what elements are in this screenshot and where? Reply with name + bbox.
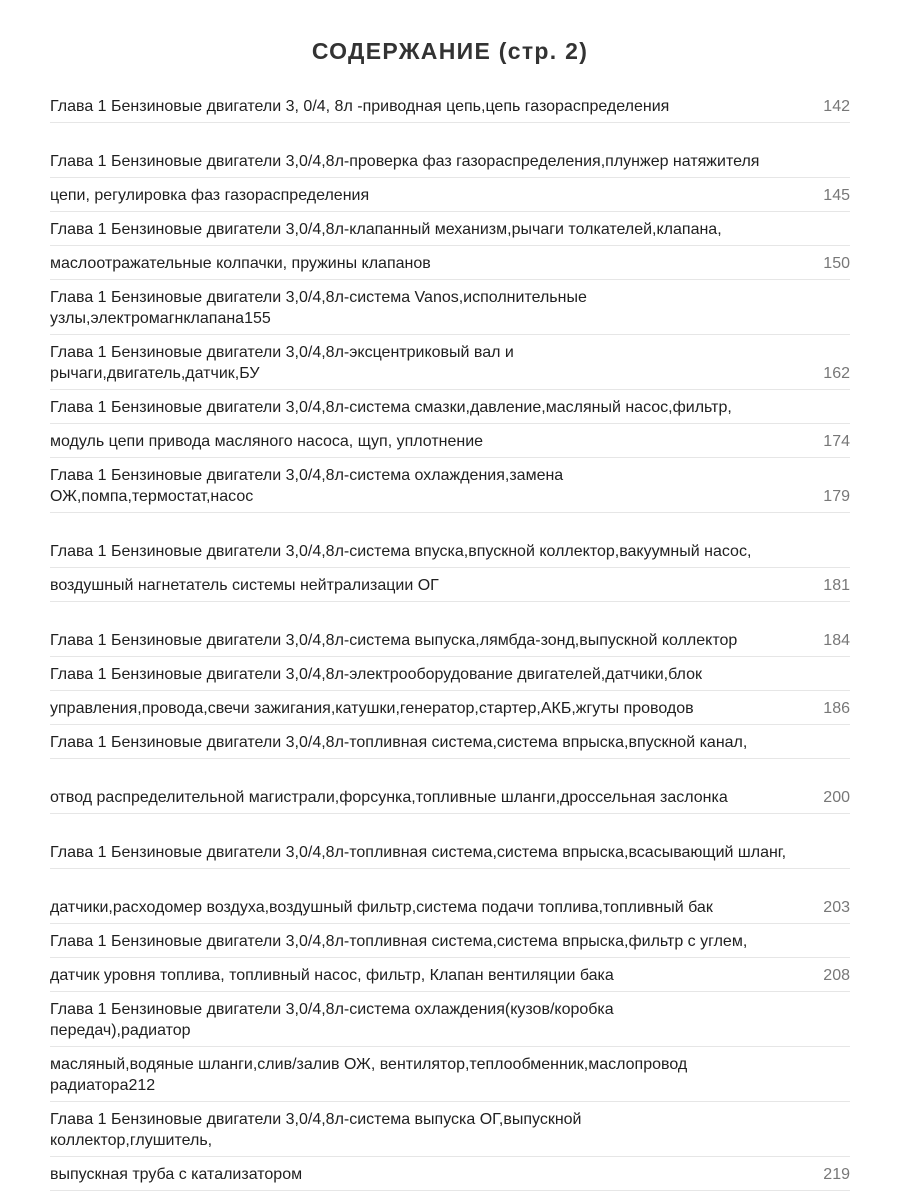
toc-list [50, 89, 850, 1191]
toc-entry-page: 186 [823, 700, 850, 717]
toc-entry-page: 150 [823, 255, 850, 272]
toc-entry-text: масляный,водяные шланги,слив/залив ОЖ, вентилятор,теплообменник,маслопровод радиатора212 [50, 1056, 688, 1094]
toc-entry[interactable] [50, 1047, 850, 1102]
toc-entry-text: Глава 1 Бензиновые двигатели 3,0/4,8л-система впуска,впускной коллектор,вакуумный насос, [50, 543, 752, 560]
toc-entry-page: 179 [823, 488, 850, 505]
toc-entry[interactable] [50, 725, 850, 759]
toc-entry-page: 181 [823, 577, 850, 594]
toc-entry-text: воздушный нагнетатель системы нейтрализации ОГ [50, 577, 439, 594]
toc-entry[interactable] [50, 814, 850, 869]
toc-entry-text: Глава 1 Бензиновые двигатели 3,0/4,8л-система выпуска ОГ,выпускной коллектор,глушитель, [50, 1111, 582, 1149]
toc-entry-page: 142 [823, 98, 850, 115]
toc-entry-text: Глава 1 Бензиновые двигатели 3,0/4,8л-топливная система,система впрыска,фильтр с углем, [50, 933, 748, 950]
toc-entry-text: Глава 1 Бензиновые двигатели 3,0/4,8л-система смазки,давление,масляный насос,фильтр, [50, 399, 732, 416]
toc-entry-page: 203 [823, 899, 850, 916]
toc-entry[interactable] [50, 568, 850, 602]
toc-entry-text: Глава 1 Бензиновые двигатели 3,0/4,8л-система Vanos,исполнительные узлы,электромагнклапана155 [50, 289, 587, 327]
toc-entry[interactable] [50, 212, 850, 246]
toc-entry[interactable] [50, 869, 850, 924]
toc-entry[interactable] [50, 958, 850, 992]
toc-entry[interactable] [50, 123, 850, 178]
toc-entry[interactable] [50, 657, 850, 691]
toc-entry-page: 184 [823, 632, 850, 649]
toc-entry[interactable] [50, 458, 850, 513]
toc-entry[interactable] [50, 178, 850, 212]
toc-entry[interactable] [50, 924, 850, 958]
toc-entry-page: 162 [823, 365, 850, 382]
toc-entry-text: Глава 1 Бензиновые двигатели 3,0/4,8л-электрооборудование двигателей,датчики,блок [50, 666, 702, 683]
toc-entry[interactable] [50, 1102, 850, 1157]
toc-entry-text: Глава 1 Бензиновые двигатели 3,0/4,8л-система охлаждения,замена ОЖ,помпа,термостат,насос [50, 467, 564, 505]
toc-entry-text: управления,провода,свечи зажигания,катушки,генератор,стартер,АКБ,жгуты проводов [50, 700, 694, 717]
toc-entry-page: 208 [823, 967, 850, 984]
toc-entry-text: Глава 1 Бензиновые двигатели 3,0/4,8л-система охлаждения(кузов/коробка передач),радиатор [50, 1001, 614, 1039]
toc-entry-text: отвод распределительной магистрали,форсунка,топливные шланги,дроссельная заслонка [50, 789, 728, 806]
toc-entry[interactable] [50, 992, 850, 1047]
toc-entry[interactable] [50, 424, 850, 458]
toc-entry[interactable] [50, 390, 850, 424]
toc-entry-text: датчики,расходомер воздуха,воздушный фильтр,система подачи топлива,топливный бак [50, 899, 713, 916]
toc-entry-text: Глава 1 Бензиновые двигатели 3,0/4,8л-клапанный механизм,рычаги толкателей,клапана, [50, 221, 722, 238]
toc-entry-text: цепи, регулировка фаз газораспределения [50, 187, 370, 204]
toc-entry[interactable] [50, 759, 850, 814]
toc-entry-text: Глава 1 Бензиновые двигатели 3,0/4,8л-система выпуска,лямбда-зонд,выпускной коллектор [50, 632, 738, 649]
toc-entry[interactable] [50, 246, 850, 280]
toc-entry-text: Глава 1 Бензиновые двигатели 3,0/4,8л-эксцентриковый вал и рычаги,двигатель,датчик,БУ [50, 344, 514, 382]
page-title: СОДЕРЖАНИЕ (стр. 2) [311, 38, 589, 64]
toc-entry-text: маслоотражательные колпачки, пружины клапанов [50, 255, 431, 272]
toc-entry-text: Глава 1 Бензиновые двигатели 3, 0/4, 8л -приводная цепь,цепь газораспределения [50, 98, 670, 115]
toc-entry-text: модуль цепи привода масляного насоса, щуп, уплотнение [50, 433, 484, 450]
toc-entry[interactable] [50, 1157, 850, 1191]
toc-entry[interactable] [50, 691, 850, 725]
toc-entry-text: Глава 1 Бензиновые двигатели 3,0/4,8л-проверка фаз газораспределения,плунжер натяжителя [50, 153, 760, 170]
toc-entry-text: Глава 1 Бензиновые двигатели 3,0/4,8л-топливная система,система впрыска,впускной канал, [50, 734, 748, 751]
toc-entry-text: датчик уровня топлива, топливный насос, фильтр, Клапан вентиляции бака [50, 967, 614, 984]
toc-entry-page: 174 [823, 433, 850, 450]
toc-entry-page: 200 [823, 789, 850, 806]
toc-entry-text: Глава 1 Бензиновые двигатели 3,0/4,8л-топливная система,система впрыска,всасывающий шланг, [50, 844, 787, 861]
toc-entry-page: 219 [823, 1166, 850, 1183]
toc-entry[interactable] [50, 280, 850, 335]
toc-entry[interactable] [50, 89, 850, 123]
toc-entry-page: 145 [823, 187, 850, 204]
toc-entry-text: выпускная труба с катализатором [50, 1166, 303, 1183]
toc-entry[interactable] [50, 513, 850, 568]
toc-entry[interactable] [50, 602, 850, 657]
toc-entry[interactable] [50, 335, 850, 390]
